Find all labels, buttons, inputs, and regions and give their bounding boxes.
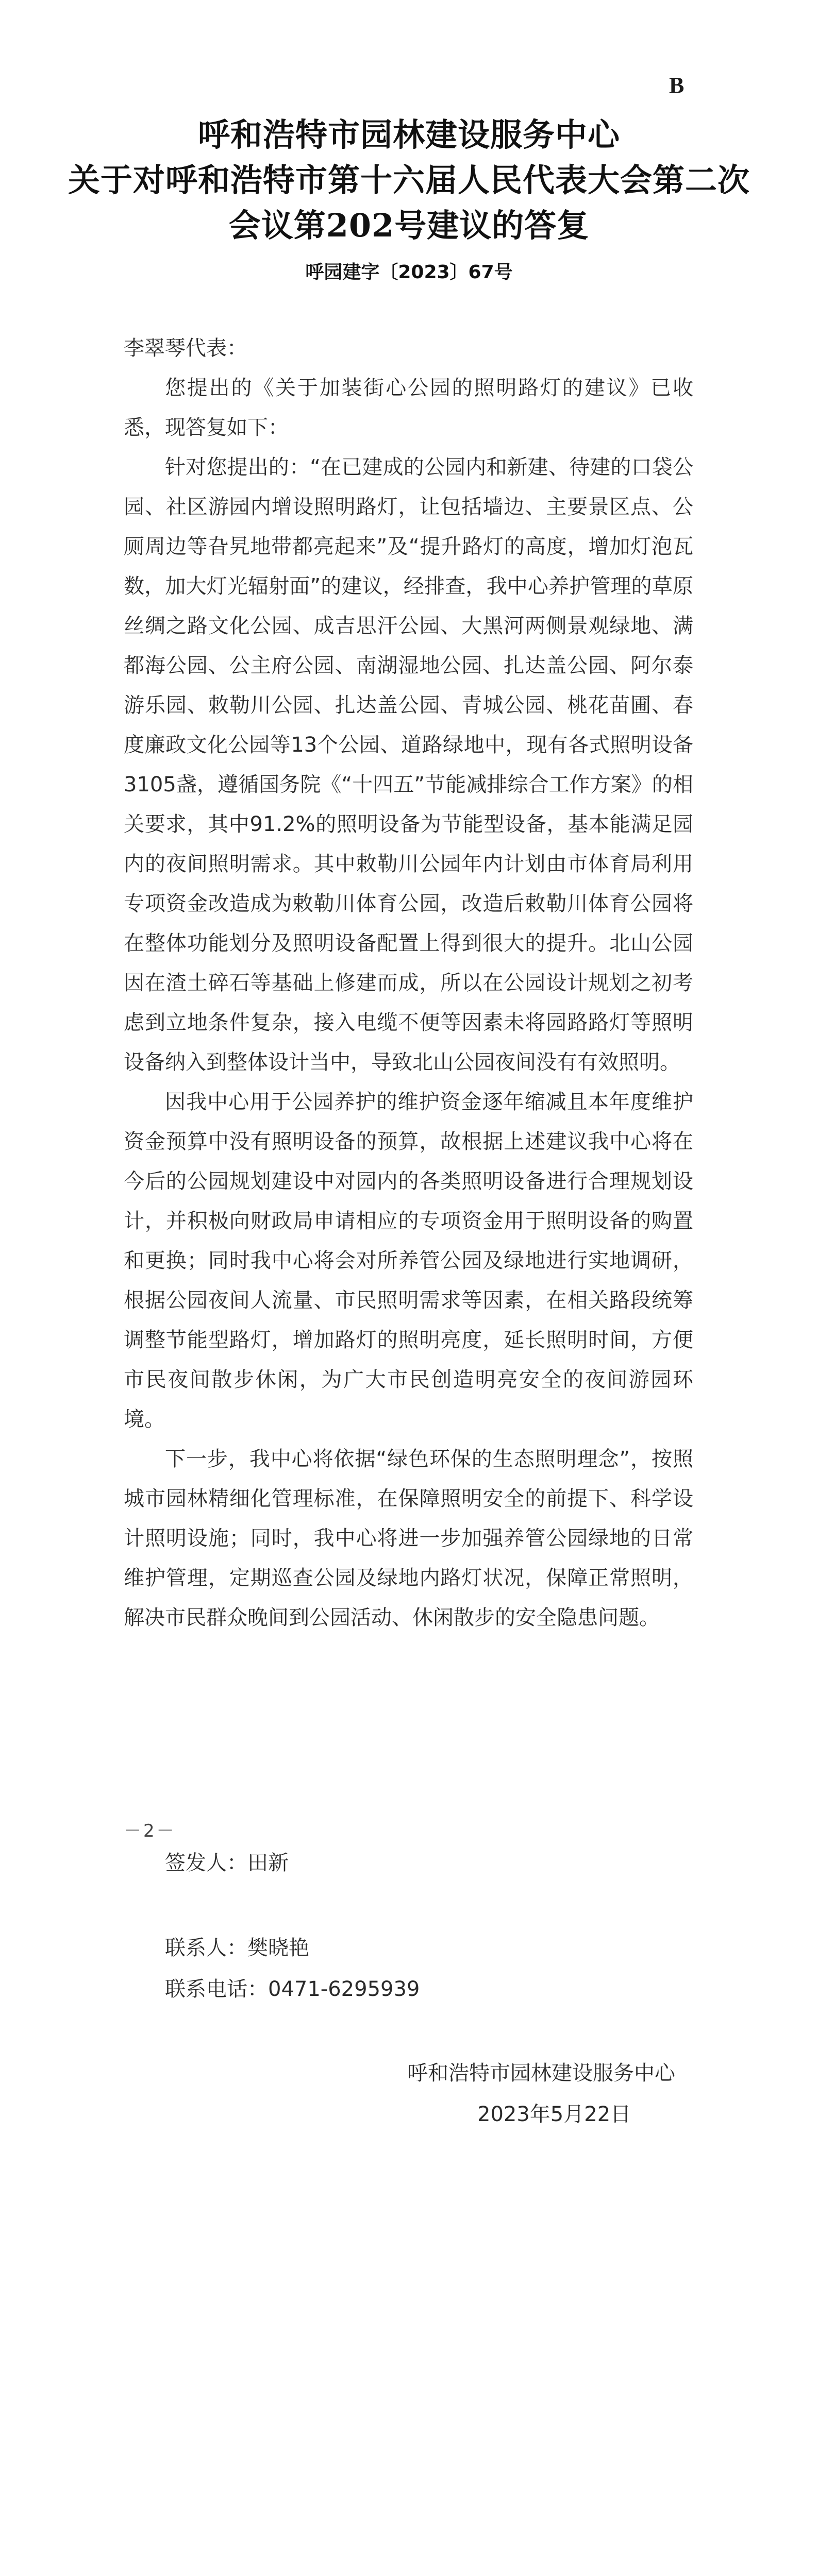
contact-phone: 联系电话：0471-6295939 (165, 1977, 420, 2001)
signer: 签发人：田新 (165, 1851, 289, 1875)
paragraph-1: 您提出的《关于加装街心公园的照明路灯的建议》已收悉，现答复如下： (124, 376, 693, 439)
corner-mark: B (669, 73, 685, 98)
title-line-1: 呼和浩特市园林建设服务中心 (197, 116, 620, 154)
issuing-organization: 呼和浩特市园林建设服务中心 (407, 2061, 675, 2085)
title-line-2: 关于对呼和浩特市第十六届人民代表大会第二次 (68, 161, 750, 199)
title-block (0, 112, 818, 284)
document-body (124, 329, 693, 1638)
paragraph-2: 针对您提出的：“在已建成的公园内和新建、待建的口袋公园、社区游园内增设照明路灯，让包括墙边、主要景区点、公厕周边等旮旯地带都亮起来”及“提升路灯的高度，增加灯泡瓦数，加大灯光辐射面”的建议，经排查，我中心养护管理的草原丝绸之路文化公园、成吉思汗公园、大黑河两侧景观绿地、满都海公园、公主府公园、南湖湿地公园、扎达盖公园、阿尔泰游乐园、敕勒川公园、扎达盖公园、青城公园、桃花苗圃、春度廉政文化公园等13个公园、道路绿地中，现有各式照明设备3105盏，遵循国务院《“十四五”节能减排综合工作方案》的相关要求，其中91.2%的照明设备为节能型设备，基本能满足园内的夜间照明需求。其中敕勒川公园年内计划由市体育局利用专项资金改造成为敕勒川体育公园，改造后敕勒川体育公园将在整体功能划分及照明设备配置上得到很大的提升。北山公园因在渣土碎石等基础上修建而成，所以在公园设计规划之初考虑到立地条件复杂，接入电缆不便等因素未将园路路灯等照明设备纳入到整体设计当中，导致北山公园夜间没有有效照明。 (124, 455, 693, 1074)
paragraph-3: 因我中心用于公园养护的维护资金逐年缩减且本年度维护资金预算中没有照明设备的预算，故根据上述建议我中心将在今后的公园规划建设中对园内的各类照明设备进行合理规划设计，并积极向财政局申请相应的专项资金用于照明设备的购置和更换；同时我中心将会对所养管公园及绿地进行实地调研，根据公园夜间人流量、市民照明需求等因素，在相关路段统筹调整节能型路灯，增加路灯的照明亮度，延长照明时间，方便市民夜间散步休闲，为广大市民创造明亮安全的夜间游园环境。 (124, 1090, 693, 1431)
salutation: 李翠琴代表： (124, 336, 247, 360)
paragraph-4: 下一步，我中心将依据“绿色环保的生态照明理念”，按照城市园林精细化管理标准，在保障照明安全的前提下、科学设计照明设施；同时，我中心将进一步加强养管公园绿地的日常维护管理，定期巡查公园及绿地内路灯状况，保障正常照明，解决市民群众晚间到公园活动、休闲散步的安全隐患问题。 (124, 1447, 693, 1630)
title-line-3: 会议第202号建议的答复 (228, 207, 590, 244)
page-number-2: －2－ (124, 1821, 176, 1841)
issue-date: 2023年5月22日 (477, 2103, 631, 2126)
contact-person: 联系人：樊晓艳 (165, 1936, 309, 1960)
document-number: 呼园建字〔2023〕67号 (305, 262, 513, 283)
